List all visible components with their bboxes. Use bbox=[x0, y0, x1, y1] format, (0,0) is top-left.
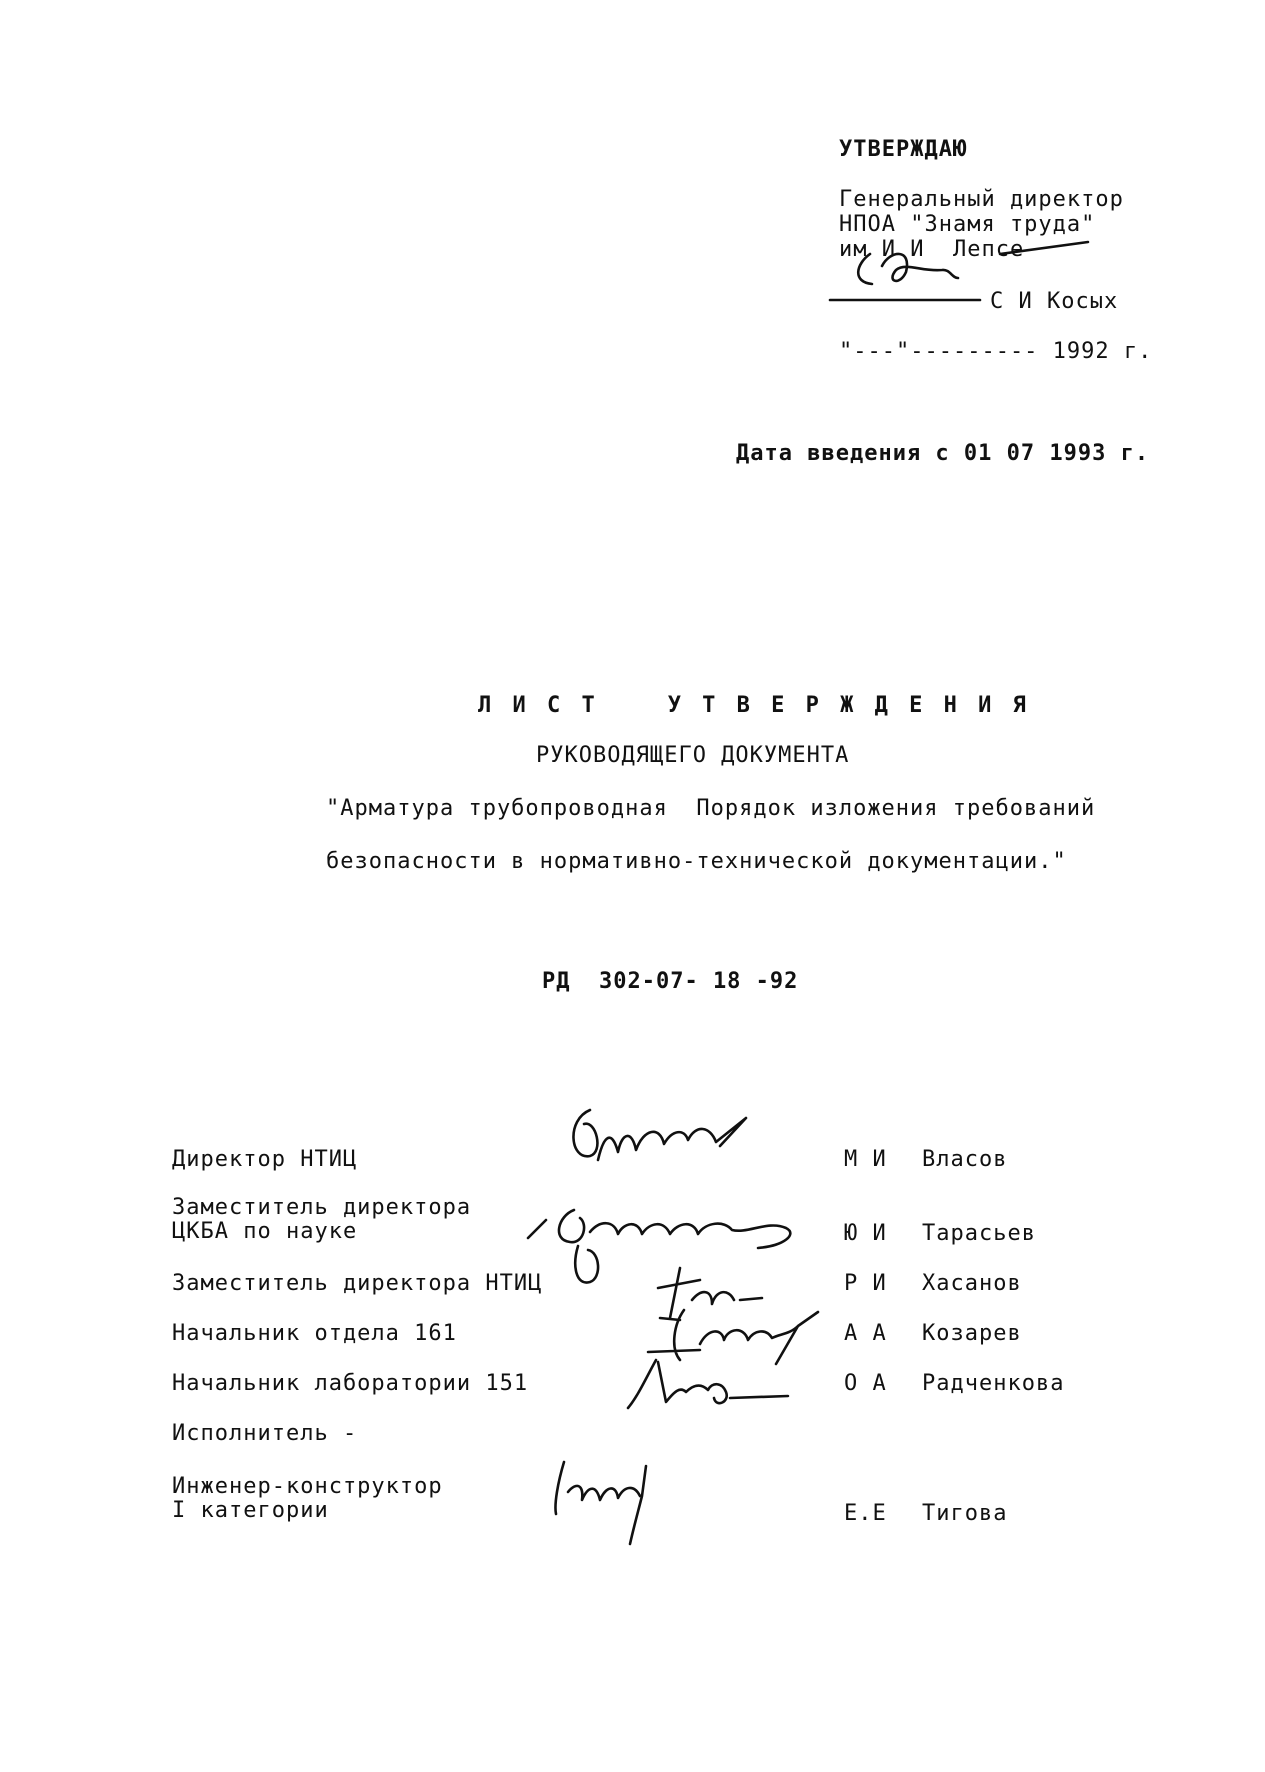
signatory-initials: О А bbox=[844, 1371, 887, 1396]
approval-heading: УТВЕРЖДАЮ bbox=[839, 137, 968, 162]
executor-surname: Тигова bbox=[922, 1501, 1008, 1526]
signatory-position: Начальник лаборатории 151 bbox=[172, 1371, 529, 1396]
signature-tigova bbox=[548, 1452, 698, 1552]
signature-radchenkova bbox=[618, 1352, 808, 1422]
signatory-position: Директор НТИЦ bbox=[172, 1147, 358, 1172]
introduction-date: Дата введения с 01 07 1993 г. bbox=[736, 441, 1150, 466]
signatory-initials: Р И bbox=[844, 1271, 887, 1296]
signatory-surname: Козарев bbox=[922, 1321, 1022, 1346]
sheet-title: Л И С Т У Т В Е Р Ж Д Е Н И Я bbox=[478, 693, 1030, 718]
signatory-initials: М И bbox=[844, 1147, 887, 1172]
signatory-position: Начальник отдела 161 bbox=[172, 1321, 457, 1346]
signatory-initials: Ю И bbox=[844, 1221, 887, 1246]
approver-position-line1: Генеральный директор bbox=[839, 187, 1124, 212]
approver-name: С И Косых bbox=[990, 289, 1119, 314]
signature-vlasov bbox=[560, 1100, 790, 1180]
approver-signature bbox=[830, 242, 1090, 312]
signatory-position: Заместитель директора ЦКБА по науке bbox=[172, 1195, 472, 1245]
document-name-line1: "Арматура трубопроводная Порядок изложения требований bbox=[326, 796, 1096, 821]
approval-date: "---"--------- 1992 г. bbox=[839, 339, 1153, 364]
executor-initials: Е.Е bbox=[844, 1501, 887, 1526]
document-code: РД 302-07- 18 -92 bbox=[542, 969, 799, 994]
document-name-line2: безопасности в нормативно-технической документации." bbox=[326, 849, 1067, 874]
signatory-surname: Радченкова bbox=[922, 1371, 1065, 1396]
approver-position-line2: НПОА "Знамя труда" bbox=[839, 212, 1096, 237]
signatory-initials: А А bbox=[844, 1321, 887, 1346]
approver-position-line3: им И И Лепсе bbox=[839, 237, 1025, 262]
signatory-surname: Власов bbox=[922, 1147, 1008, 1172]
signatory-surname: Хасанов bbox=[922, 1271, 1022, 1296]
executor-label: Исполнитель - bbox=[172, 1421, 358, 1446]
sheet-subtitle: РУКОВОДЯЩЕГО ДОКУМЕНТА bbox=[536, 743, 850, 768]
signatory-position: Заместитель директора НТИЦ bbox=[172, 1271, 543, 1296]
executor-position: Инженер-конструктор I категории bbox=[172, 1474, 443, 1524]
signatory-surname: Тарасьев bbox=[922, 1221, 1036, 1246]
